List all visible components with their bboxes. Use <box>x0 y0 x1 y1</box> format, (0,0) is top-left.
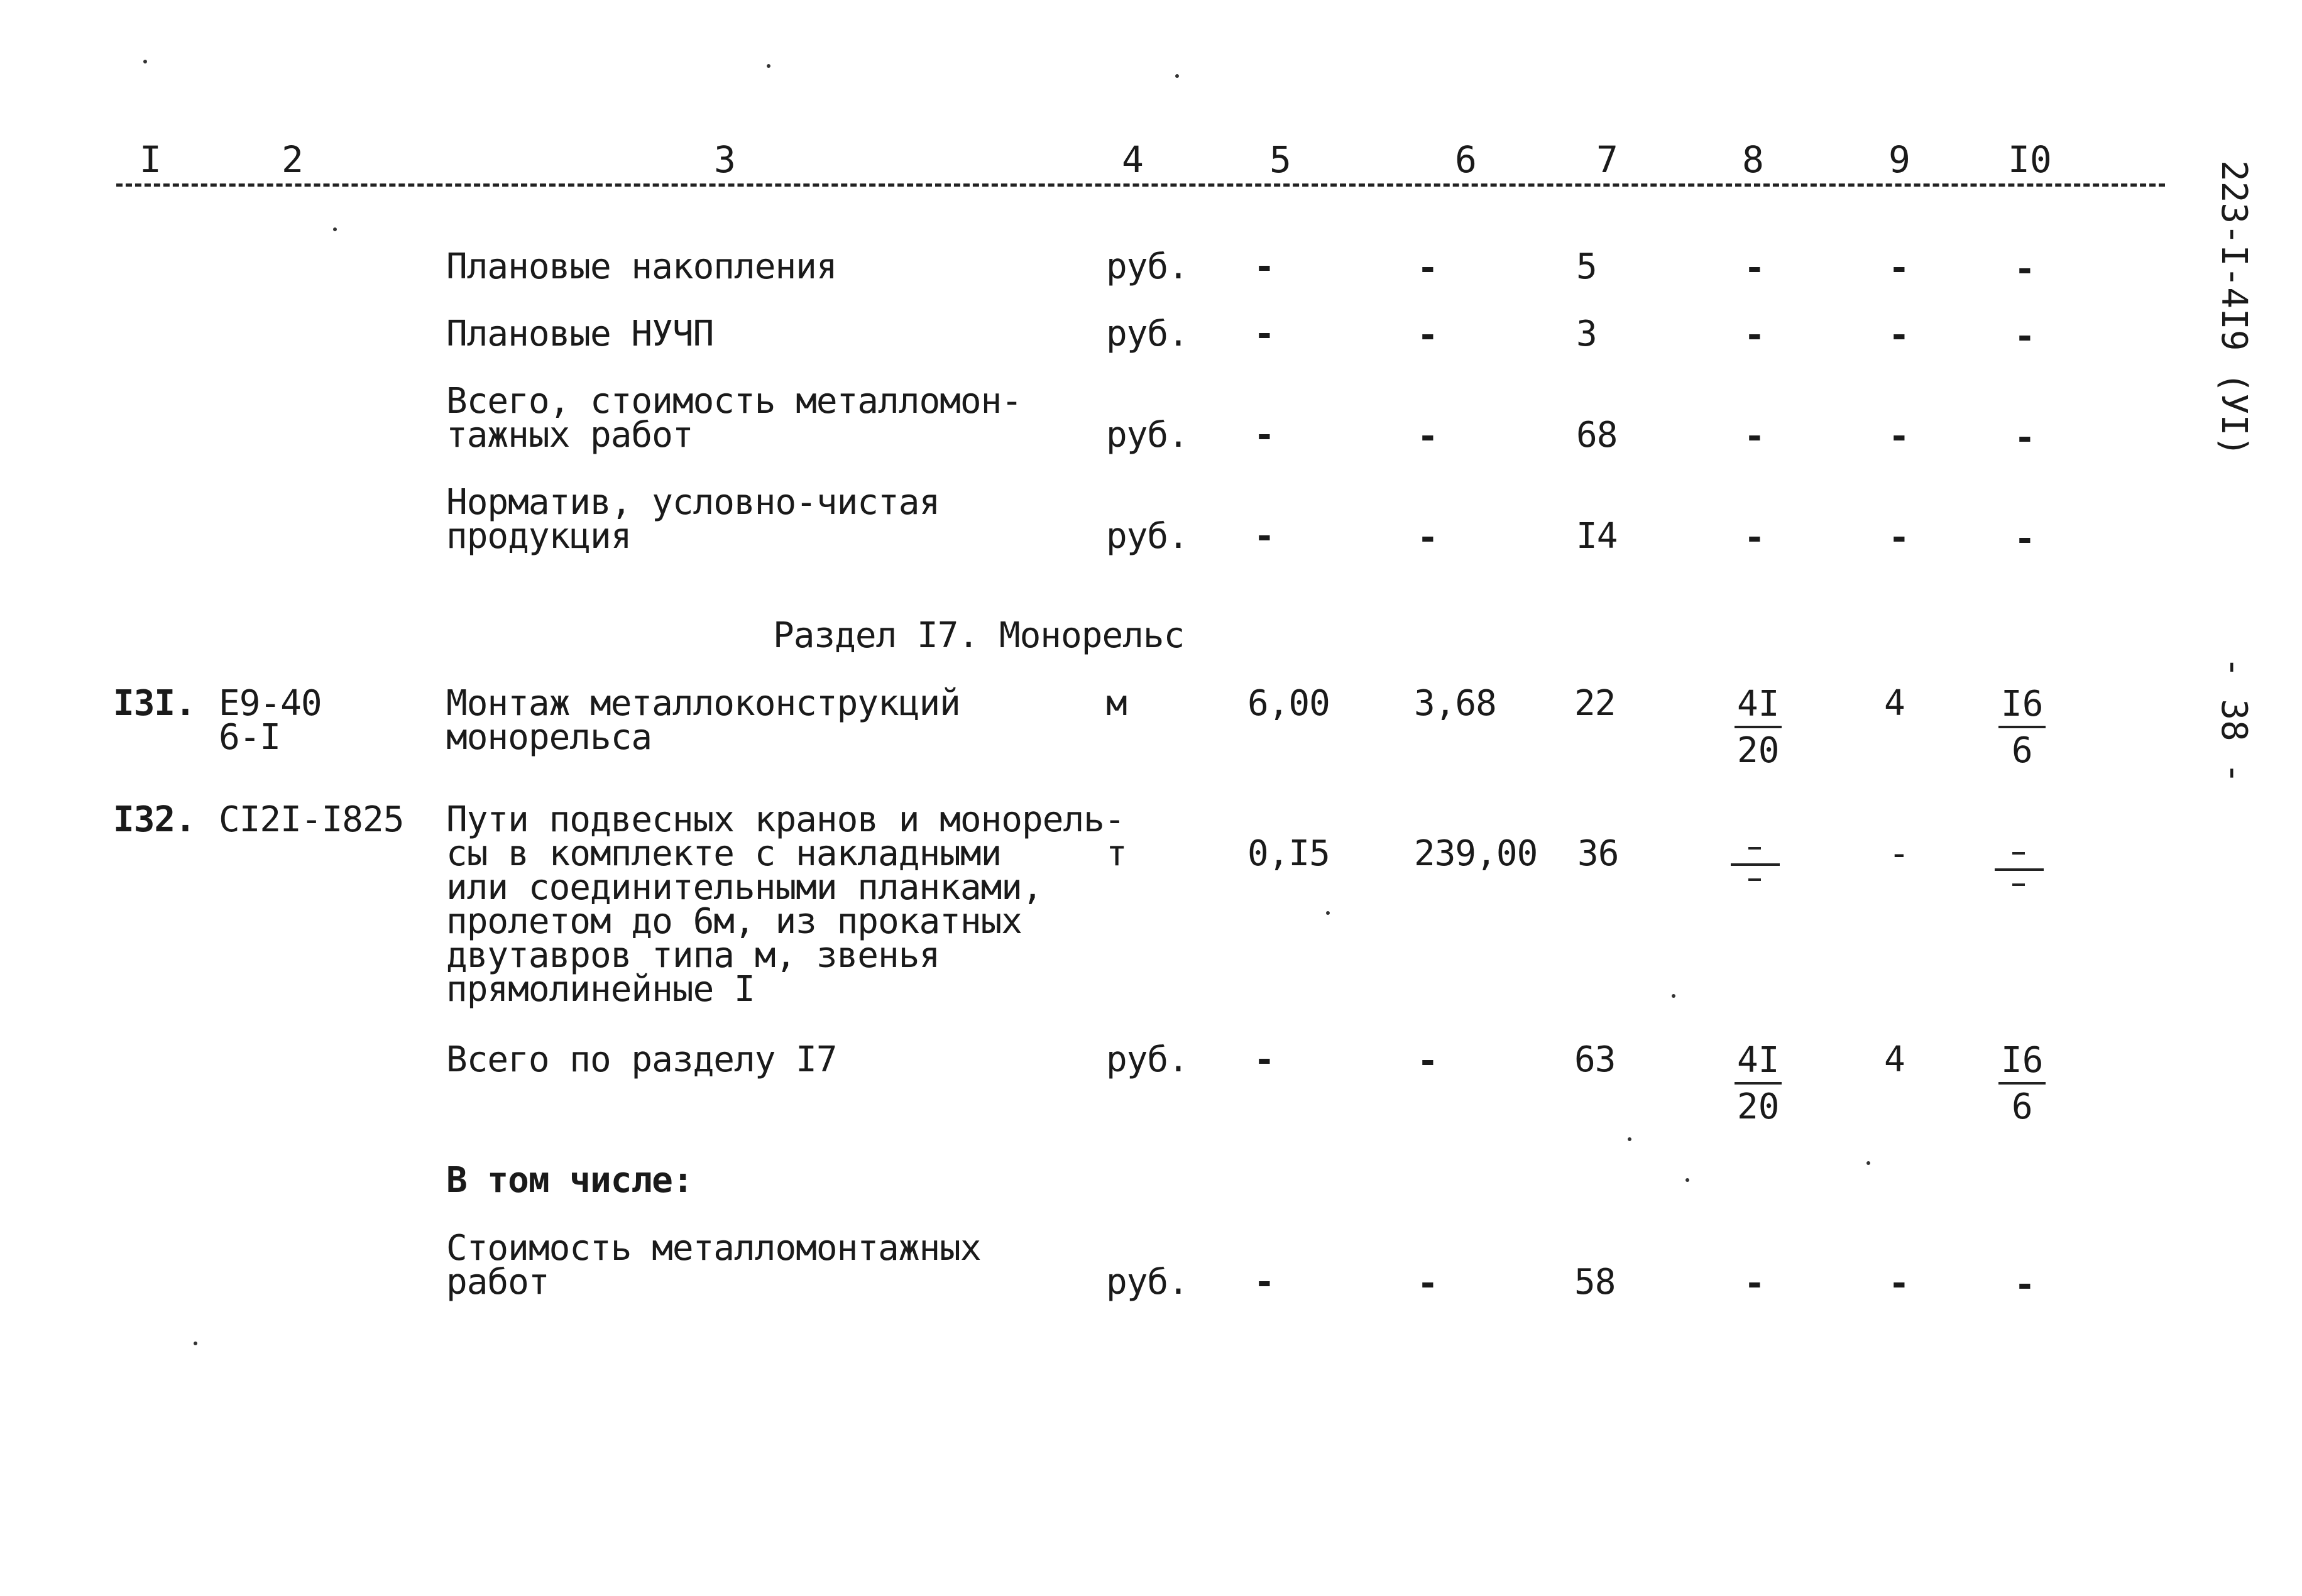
row6-c10-dash-fraction-icon <box>1991 842 2047 911</box>
row7-c8-denominator: 20 <box>1737 1086 1780 1127</box>
row6-name-line5: двутавров типа м, звенья <box>446 935 940 976</box>
col-header-4: 4 <box>1122 138 1144 181</box>
col-header-8: 8 <box>1742 138 1764 181</box>
col-header-1: I <box>140 138 162 181</box>
row5-c9: 4 <box>1884 683 1905 724</box>
row6-code: СI2I-I825 <box>219 799 404 840</box>
row6-unit: т <box>1106 833 1127 874</box>
col-header-2: 2 <box>282 138 304 181</box>
row6-number: I32. <box>113 799 195 840</box>
scan-speck <box>1685 1178 1689 1182</box>
row7-c7: 63 <box>1574 1039 1616 1080</box>
row6-c7: 36 <box>1577 833 1619 874</box>
row6-c6: 239,00 <box>1414 833 1538 874</box>
row4-c8: - <box>1744 517 1765 558</box>
row7-c6: - <box>1417 1041 1439 1081</box>
col-header-6: 6 <box>1455 138 1477 181</box>
row7-c9: 4 <box>1884 1039 1905 1080</box>
scan-speck <box>1628 1137 1631 1141</box>
row2-c5: - <box>1254 314 1275 354</box>
row7-unit: руб. <box>1106 1039 1188 1080</box>
row5-name-line1: Монтаж металлоконструкций <box>446 683 960 724</box>
row9-c8: - <box>1744 1263 1765 1304</box>
row4-c10: - <box>2014 518 2036 559</box>
row2-name: Плановые НУЧП <box>446 314 714 354</box>
row4-name-line1: Норматив, условно-чистая <box>446 482 940 523</box>
col-header-10: I0 <box>2008 138 2052 181</box>
row9-c7: 58 <box>1574 1262 1616 1303</box>
row1-c6: - <box>1417 248 1439 288</box>
row3-c5: - <box>1254 415 1275 456</box>
row7-c8-fraction <box>1735 1040 1782 1127</box>
scan-speck <box>333 227 337 231</box>
row2-c10: - <box>2014 316 2036 357</box>
col-header-9: 9 <box>1888 138 1910 181</box>
section-title: Раздел I7. Монорельс <box>773 615 1185 656</box>
row5-unit: м <box>1106 683 1127 724</box>
row8-name: В том числе: <box>446 1160 693 1201</box>
scan-speck <box>143 60 147 63</box>
row6-name-line1: Пути подвесных кранов и монорель- <box>446 799 1125 840</box>
row1-c9: - <box>1888 248 1910 288</box>
row6-c8-dash-fraction-icon <box>1727 837 1784 906</box>
scan-speck <box>1672 994 1675 998</box>
row5-number: I3I. <box>113 683 195 724</box>
row5-name-line2: монорельса <box>446 717 652 758</box>
row6-c9: - <box>1888 833 1909 874</box>
row7-name: Всего по разделу I7 <box>446 1039 837 1080</box>
row6-c5: 0,I5 <box>1247 833 1330 874</box>
row5-c10-numerator: I6 <box>1998 687 2046 728</box>
row9-c6: - <box>1417 1263 1439 1304</box>
row6-name-line6: прямолинейные I <box>446 969 755 1010</box>
col-header-5: 5 <box>1269 138 1291 181</box>
row6-name-line2: сы в комплекте с накладными <box>446 833 1002 874</box>
row2-c9: - <box>1888 315 1910 356</box>
row3-c9: - <box>1888 416 1910 457</box>
row3-c7: 68 <box>1576 415 1618 456</box>
row3-c10: - <box>2014 417 2036 458</box>
row5-code-line1: Е9-40 <box>219 683 322 724</box>
row5-c5: 6,00 <box>1247 683 1330 724</box>
row5-c10-fraction <box>1998 684 2046 771</box>
row5-c8-denominator: 20 <box>1737 730 1780 771</box>
row4-c5: - <box>1254 516 1275 557</box>
scan-speck <box>1326 911 1330 915</box>
row4-name-line2: продукция <box>446 516 632 557</box>
row5-c7: 22 <box>1574 683 1616 724</box>
row2-c8: - <box>1744 315 1765 356</box>
col-header-3: 3 <box>714 138 736 181</box>
row5-c6: 3,68 <box>1414 683 1496 724</box>
row7-c10-numerator: I6 <box>1998 1043 2046 1085</box>
header-rule <box>116 183 2165 187</box>
scan-speck <box>194 1342 197 1345</box>
row3-c6: - <box>1417 416 1439 457</box>
row1-c8: - <box>1744 248 1765 288</box>
row9-c9: - <box>1888 1263 1910 1304</box>
row2-unit: руб. <box>1106 314 1188 354</box>
row9-name-line2: работ <box>446 1262 549 1303</box>
row7-c5: - <box>1254 1039 1275 1080</box>
row4-c7: I4 <box>1576 516 1618 557</box>
row6-name-line3: или соединительными планками, <box>446 867 1043 908</box>
row4-c6: - <box>1417 517 1439 558</box>
scan-speck <box>1175 74 1179 78</box>
row4-c9: - <box>1888 517 1910 558</box>
row3-name-line1: Всего, стоимость металломон- <box>446 381 1022 422</box>
side-document-code: 223-I-4I9 (УI) <box>2213 160 2254 457</box>
scan-speck <box>767 64 770 68</box>
row7-c10-denominator: 6 <box>2011 1086 2033 1127</box>
row9-c5: - <box>1254 1262 1275 1303</box>
row1-name: Плановые накопления <box>446 246 837 287</box>
row1-c10: - <box>2014 249 2036 290</box>
row7-c10-fraction <box>1998 1040 2046 1127</box>
row2-c6: - <box>1417 315 1439 356</box>
row3-name-line2: тажных работ <box>446 415 693 456</box>
row7-c8-numerator: 4I <box>1735 1043 1782 1085</box>
row5-code-line2: 6-I <box>219 717 281 758</box>
row1-unit: руб. <box>1106 246 1188 287</box>
row1-c5: - <box>1254 246 1275 287</box>
row5-c8-fraction <box>1735 684 1782 771</box>
row5-c10-denominator: 6 <box>2011 730 2033 771</box>
row1-c7: 5 <box>1576 246 1597 287</box>
row9-unit: руб. <box>1106 1262 1188 1303</box>
row9-name-line1: Стоимость металломонтажных <box>446 1228 981 1269</box>
row5-c8-numerator: 4I <box>1735 687 1782 728</box>
scan-speck <box>1866 1161 1870 1165</box>
row2-c7: 3 <box>1576 314 1597 354</box>
row3-unit: руб. <box>1106 415 1188 456</box>
side-page-number: - 38 - <box>2213 657 2254 784</box>
col-header-7: 7 <box>1596 138 1618 181</box>
row6-name-line4: пролетом до 6м, из прокатных <box>446 901 1022 942</box>
row4-unit: руб. <box>1106 516 1188 557</box>
row3-c8: - <box>1744 416 1765 457</box>
row9-c10: - <box>2014 1264 2036 1305</box>
